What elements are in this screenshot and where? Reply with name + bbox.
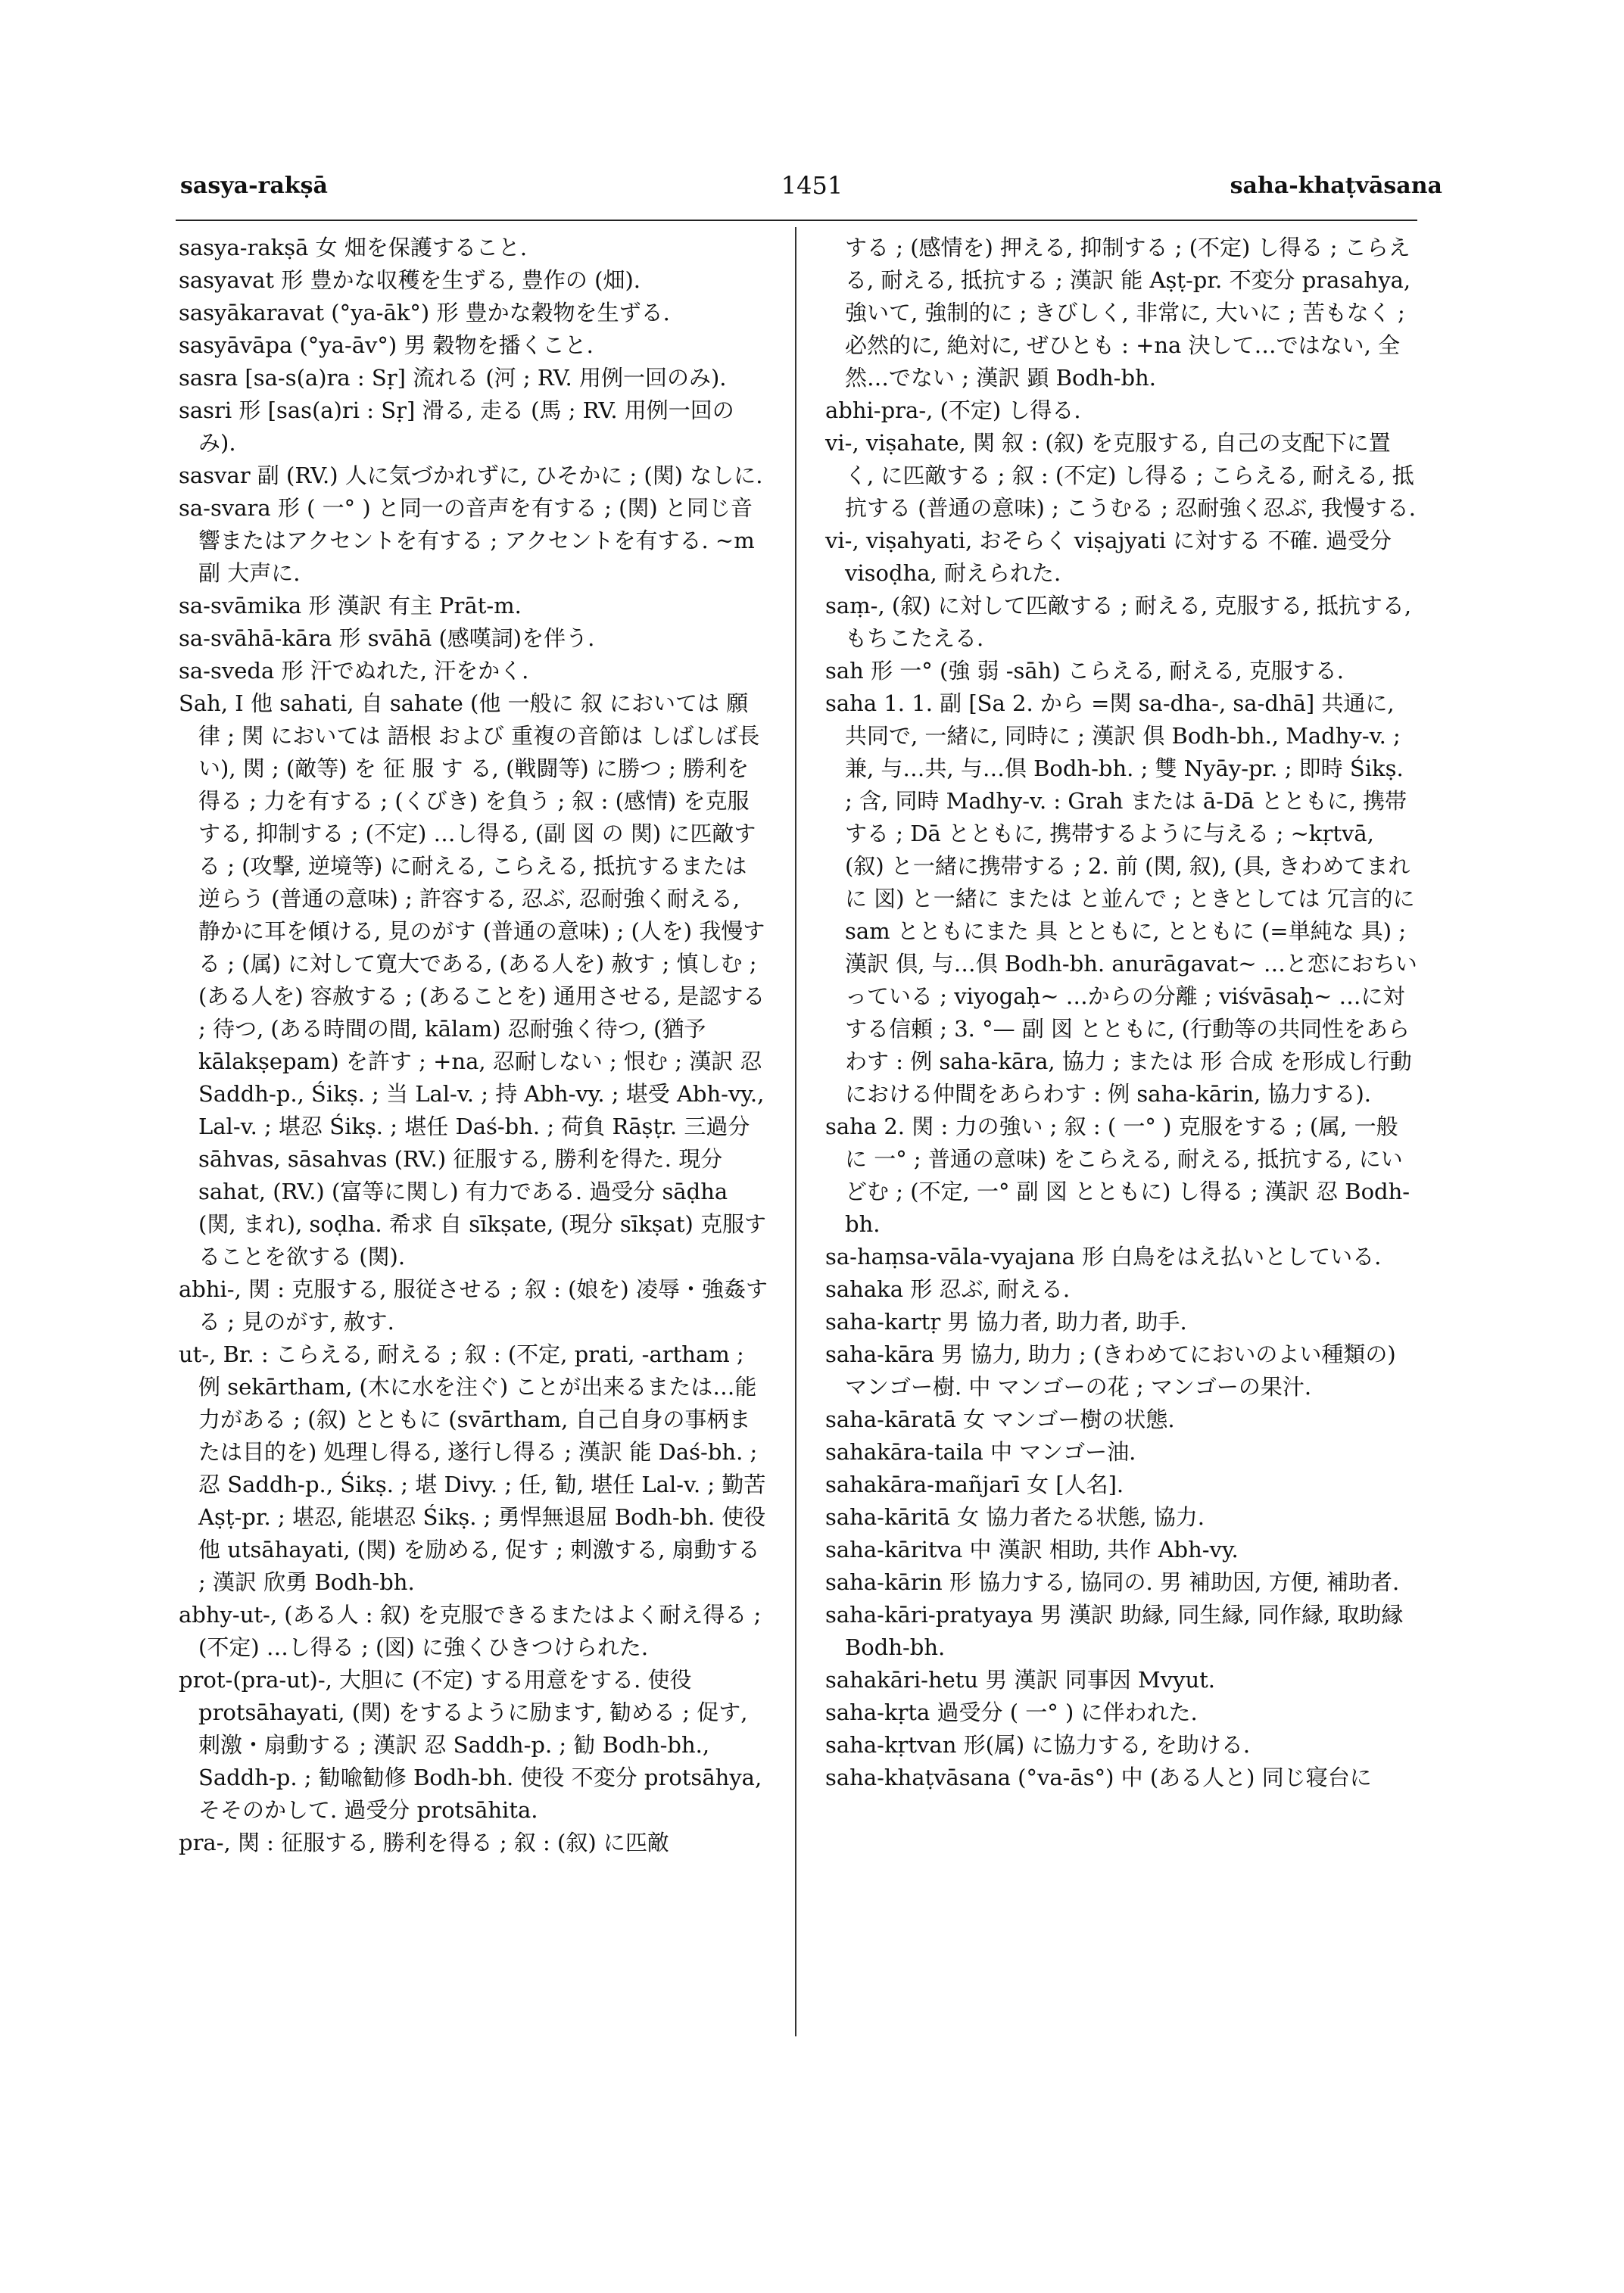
dictionary-entry: vi-, viṣahate, 関 叙 : (叙) を克服する, 自己の支配下に置く, に匹敵する ; 叙 : (不定) し得る ; こらえる, 耐える, 抵抗する (普通の意味) ; こうむる ; 忍耐強く忍ぶ, 我慢する. <box>825 430 1416 521</box>
dictionary-entry: abhi-, 関 : 克服する, 服従させる ; 叙 : (娘を) 凌辱・強姦する ; 見のがす, 赦す. <box>179 1276 768 1335</box>
dictionary-entry: saha-kāratā 女 マンゴー樹の状態. <box>825 1407 1175 1432</box>
dictionary-entry: saṃ-, (叙) に対して匹敵する ; 耐える, 克服する, 抵抗する, もちこたえる. <box>825 593 1412 651</box>
dictionary-entry: saha-kartṛ 男 協力者, 助力者, 助手. <box>825 1309 1187 1335</box>
header-rule <box>176 220 1417 221</box>
dictionary-entry: saha 1. 1. 副 [Sa 2. から =関 sa-dha-, sa-dhā] 共通に, 共同で, 一緒に, 同時に ; 漢訳 倶 Bodh-bh., Madhy-v. ; 兼, 与…共, 与…倶 Bodh-bh. ; 雙 Nyāy-pr. ; 即時 Śikṣ. ; 含, 同時 Madhy-v. : Grah または ā-Dā とともに, 携帯する ; Dā とともに, 携帯するように与える ; ~kṛtvā, (叙) と一緒に携帯する ; 2. 前 (関, 叙), (具, きわめてまれに 図) と一緒に または と並んで ; ときとしては 冗言的に sam とともにまた 具 とともに, とともに (=単純な 具) ; 漢訳 倶, 与…倶 Bodh-bh. anurāgavat~ …と恋におちいっている ; viyogaḥ~ …からの分離 ; viśvāsaḥ~ …に対する信頼 ; 3. °— 副 図 とともに, (行動等の共同性をあらわす : 例 saha-kāra, 協力 ; または 形 合成 を形成し行動における仲間をあらわす : 例 saha-kārin, 協力する). <box>825 690 1417 1107</box>
dictionary-entry: sahakāra-taila 中 マンゴー油. <box>825 1439 1136 1465</box>
dictionary-entry: saha 2. 関 : 力の強い ; 叙 : ( 一° ) 克服をする ; (属, 一般に 一° ; 普通の意味) をこらえる, 耐える, 抵抗する, にいどむ ; (不定, 一° 副 図 とともに) し得る ; 漢訳 忍 Bodh-bh. <box>825 1114 1410 1237</box>
dictionary-entry: saha-kārin 形 協力する, 協同の. 男 補助因, 方便, 補助者. <box>825 1569 1400 1595</box>
dictionary-entry: sasyavat 形 豊かな収穫を生ずる, 豊作の (畑). <box>179 267 641 293</box>
dictionary-entry: abhi-pra-, (不定) し得る. <box>825 397 1081 423</box>
dictionary-entry: saha-kṛta 過受分 ( 一° ) に伴われた. <box>825 1699 1198 1725</box>
dictionary-entry: sasvar 副 (RV.) 人に気づかれずに, ひそかに ; (関) なしに. <box>179 463 763 488</box>
dictionary-entry: saha-kāritva 中 漢訳 相助, 共作 Abh-vy. <box>825 1537 1239 1562</box>
dictionary-entry: sahaka 形 忍ぶ, 耐える. <box>825 1276 1071 1302</box>
dictionary-entry: vi-, viṣahyati, おそらく viṣajyati に対する 不確. 過受分 visoḍha, 耐えられた. <box>825 528 1392 586</box>
dictionary-entry: Sah, I 他 sahati, 自 sahate (他 一般に 叙 においては 願律 ; 関 においては 語根 および 重複の音節は しばしば長い), 関 ; (敵等) を 征 服 す る, (戦闘等) に勝つ ; 勝利を得る ; 力を有する ; (くびき) を負う ; 叙 : (感情) を克服する, 抑制する ; (不定) …し得る, (副 図 の 関) に匹敵する ; (攻撃, 逆境等) に耐える, こらえる, 抵抗するまたは逆らう (普通の意味) ; 許容する, 忍ぶ, 忍耐強く耐える, 静かに耳を傾ける, 見のがす (普通の意味) ; (人を) 我慢する ; (属) に対して寛大である, (ある人を) 赦す ; 慎しむ ; (ある人を) 容赦する ; (あることを) 通用させる, 是認する ; 待つ, (ある時間の間, kālam) 忍耐強く待つ, (猶予 kālakṣepam) を許す ; +na, 忍耐しない ; 恨む ; 漢訳 忍 Saddh-p., Śikṣ. ; 当 Lal-v. ; 持 Abh-vy. ; 堪受 Abh-vy., Lal-v. ; 堪忍 Śikṣ. ; 堪任 Daś-bh. ; 荷負 Rāṣṭr. 三過分 sāhvas, sāsahvas (RV.) 征服する, 勝利を得た. 現分 sahat, (RV.) (富等に関し) 有力である. 過受分 sāḍha (関, まれ), soḍha. 希求 自 sīkṣate, (現分 sīkṣat) 克服することを欲する (関). <box>179 690 767 1270</box>
dictionary-entry: sasya-rakṣā 女 畑を保護すること. <box>179 235 528 260</box>
dictionary-entry: abhy-ut-, (ある人 : 叙) を克服できるまたはよく耐え得る ; (不定) …し得る ; (図) に強くひきつけられた. <box>179 1602 762 1660</box>
column-divider <box>795 227 796 2036</box>
dictionary-entry: pra-, 関 : 征服する, 勝利を得る ; 叙 : (叙) に匹敵 <box>179 1830 669 1855</box>
dictionary-entry: sasri 形 [sas(a)ri : Sṛ] 滑る, 走る (馬 ; RV. 用例一回のみ). <box>179 397 734 456</box>
dictionary-entry: saha-kāritā 女 協力者たる状態, 協力. <box>825 1504 1205 1530</box>
dictionary-entry: sahakāra-mañjarī 女 [人名]. <box>825 1472 1124 1497</box>
dictionary-entry: sa-svāhā-kāra 形 svāhā (感嘆詞)を伴う. <box>179 625 595 651</box>
dictionary-entry: saha-khaṭvāsana (°va-ās°) 中 (ある人と) 同じ寝台に <box>825 1765 1372 1790</box>
dictionary-entry: ut-, Br. : こらえる, 耐える ; 叙 : (不定, prati, -artham ; 例 sekārtham, (木に水を注ぐ) ことが出来るまたは…能力がある ; (叙) とともに (svārtham, 自己自身の事柄または目的を) 処理し得る, 遂行し得る ; 漢訳 能 Daś-bh. ; 忍 Saddh-p., Śikṣ. ; 堪 Divy. ; 任, 勧, 堪任 Lal-v. ; 勤苦 Aṣṭ-pr. ; 堪忍, 能堪忍 Śikṣ. ; 勇悍無退屈 Bodh-bh. 使役 他 utsāhayati, (関) を励める, 促す ; 刺激する, 扇動する ; 漢訳 欣勇 Bodh-bh. <box>179 1341 766 1595</box>
dictionary-entry: saha-kāra 男 協力, 助力 ; (きわめてにおいのよい種類の) マンゴー樹. 中 マンゴーの花 ; マンゴーの果汁. <box>825 1341 1396 1400</box>
dictionary-entry: sa-sveda 形 汗でぬれた, 汗をかく. <box>179 658 529 684</box>
dictionary-entry: sasyāvāpa (°ya-āv°) 男 穀物を播くこと. <box>179 332 594 358</box>
dictionary-entry: sah 形 一° (強 弱 -sāh) こらえる, 耐える, 克服する. <box>825 658 1345 684</box>
dictionary-entry: saha-kāri-pratyaya 男 漢訳 助縁, 同生縁, 同作縁, 取助縁 Bodh-bh. <box>825 1602 1404 1660</box>
right-column <box>825 232 1417 1794</box>
dictionary-entry: saha-kṛtvan 形(属) に協力する, を助ける. <box>825 1732 1251 1758</box>
dictionary-entry: sasyākaravat (°ya-āk°) 形 豊かな穀物を生ずる. <box>179 300 670 326</box>
running-head-left: sasya-rakṣā <box>180 173 328 199</box>
dictionary-entry: sasra [sa-s(a)ra : Sṛ] 流れる (河 ; RV. 用例一回のみ). <box>179 365 727 391</box>
running-head-right: saha-khaṭvāsana <box>1230 173 1442 199</box>
dictionary-entry: sa-svāmika 形 漢訳 有主 Prāt-m. <box>179 593 522 618</box>
dictionary-entry: sa-haṃsa-vāla-vyajana 形 白鳥をはえ払いとしている. <box>825 1244 1382 1270</box>
dictionary-entry: sa-svara 形 ( 一° ) と同一の音声を有する ; (関) と同じ音響またはアクセントを有する ; アクセントを有する. ~m 副 大声に. <box>179 495 755 586</box>
left-column <box>179 232 768 1859</box>
page-number: 1451 <box>781 171 843 200</box>
dictionary-entry: する ; (感情を) 押える, 抑制する ; (不定) し得る ; こらえる, 耐える, 抵抗する ; 漢訳 能 Aṣṭ-pr. 不変分 prasahya, 強いて, 強制的に ; きびしく, 非常に, 大いに ; 苦もなく ; 必然的に, 絶対に, ぜひとも : +na 決して…ではない, 全然…でない ; 漢訳 顕 Bodh-bh. <box>845 235 1411 391</box>
dictionary-entry: prot-(pra-ut)-, 大胆に (不定) する用意をする. 使役 protsāhayati, (関) をするように励ます, 勧める ; 促す, 刺激・扇動する ; 漢訳 忍 Saddh-p. ; 勧 Bodh-bh., Saddh-p. ; 勧喩勧修 Bodh-bh. 使役 不変分 protsāhya, そそのかして. 過受分 protsāhita. <box>179 1667 762 1823</box>
dictionary-entry: sahakāri-hetu 男 漢訳 同事因 Mvyut. <box>825 1667 1215 1693</box>
